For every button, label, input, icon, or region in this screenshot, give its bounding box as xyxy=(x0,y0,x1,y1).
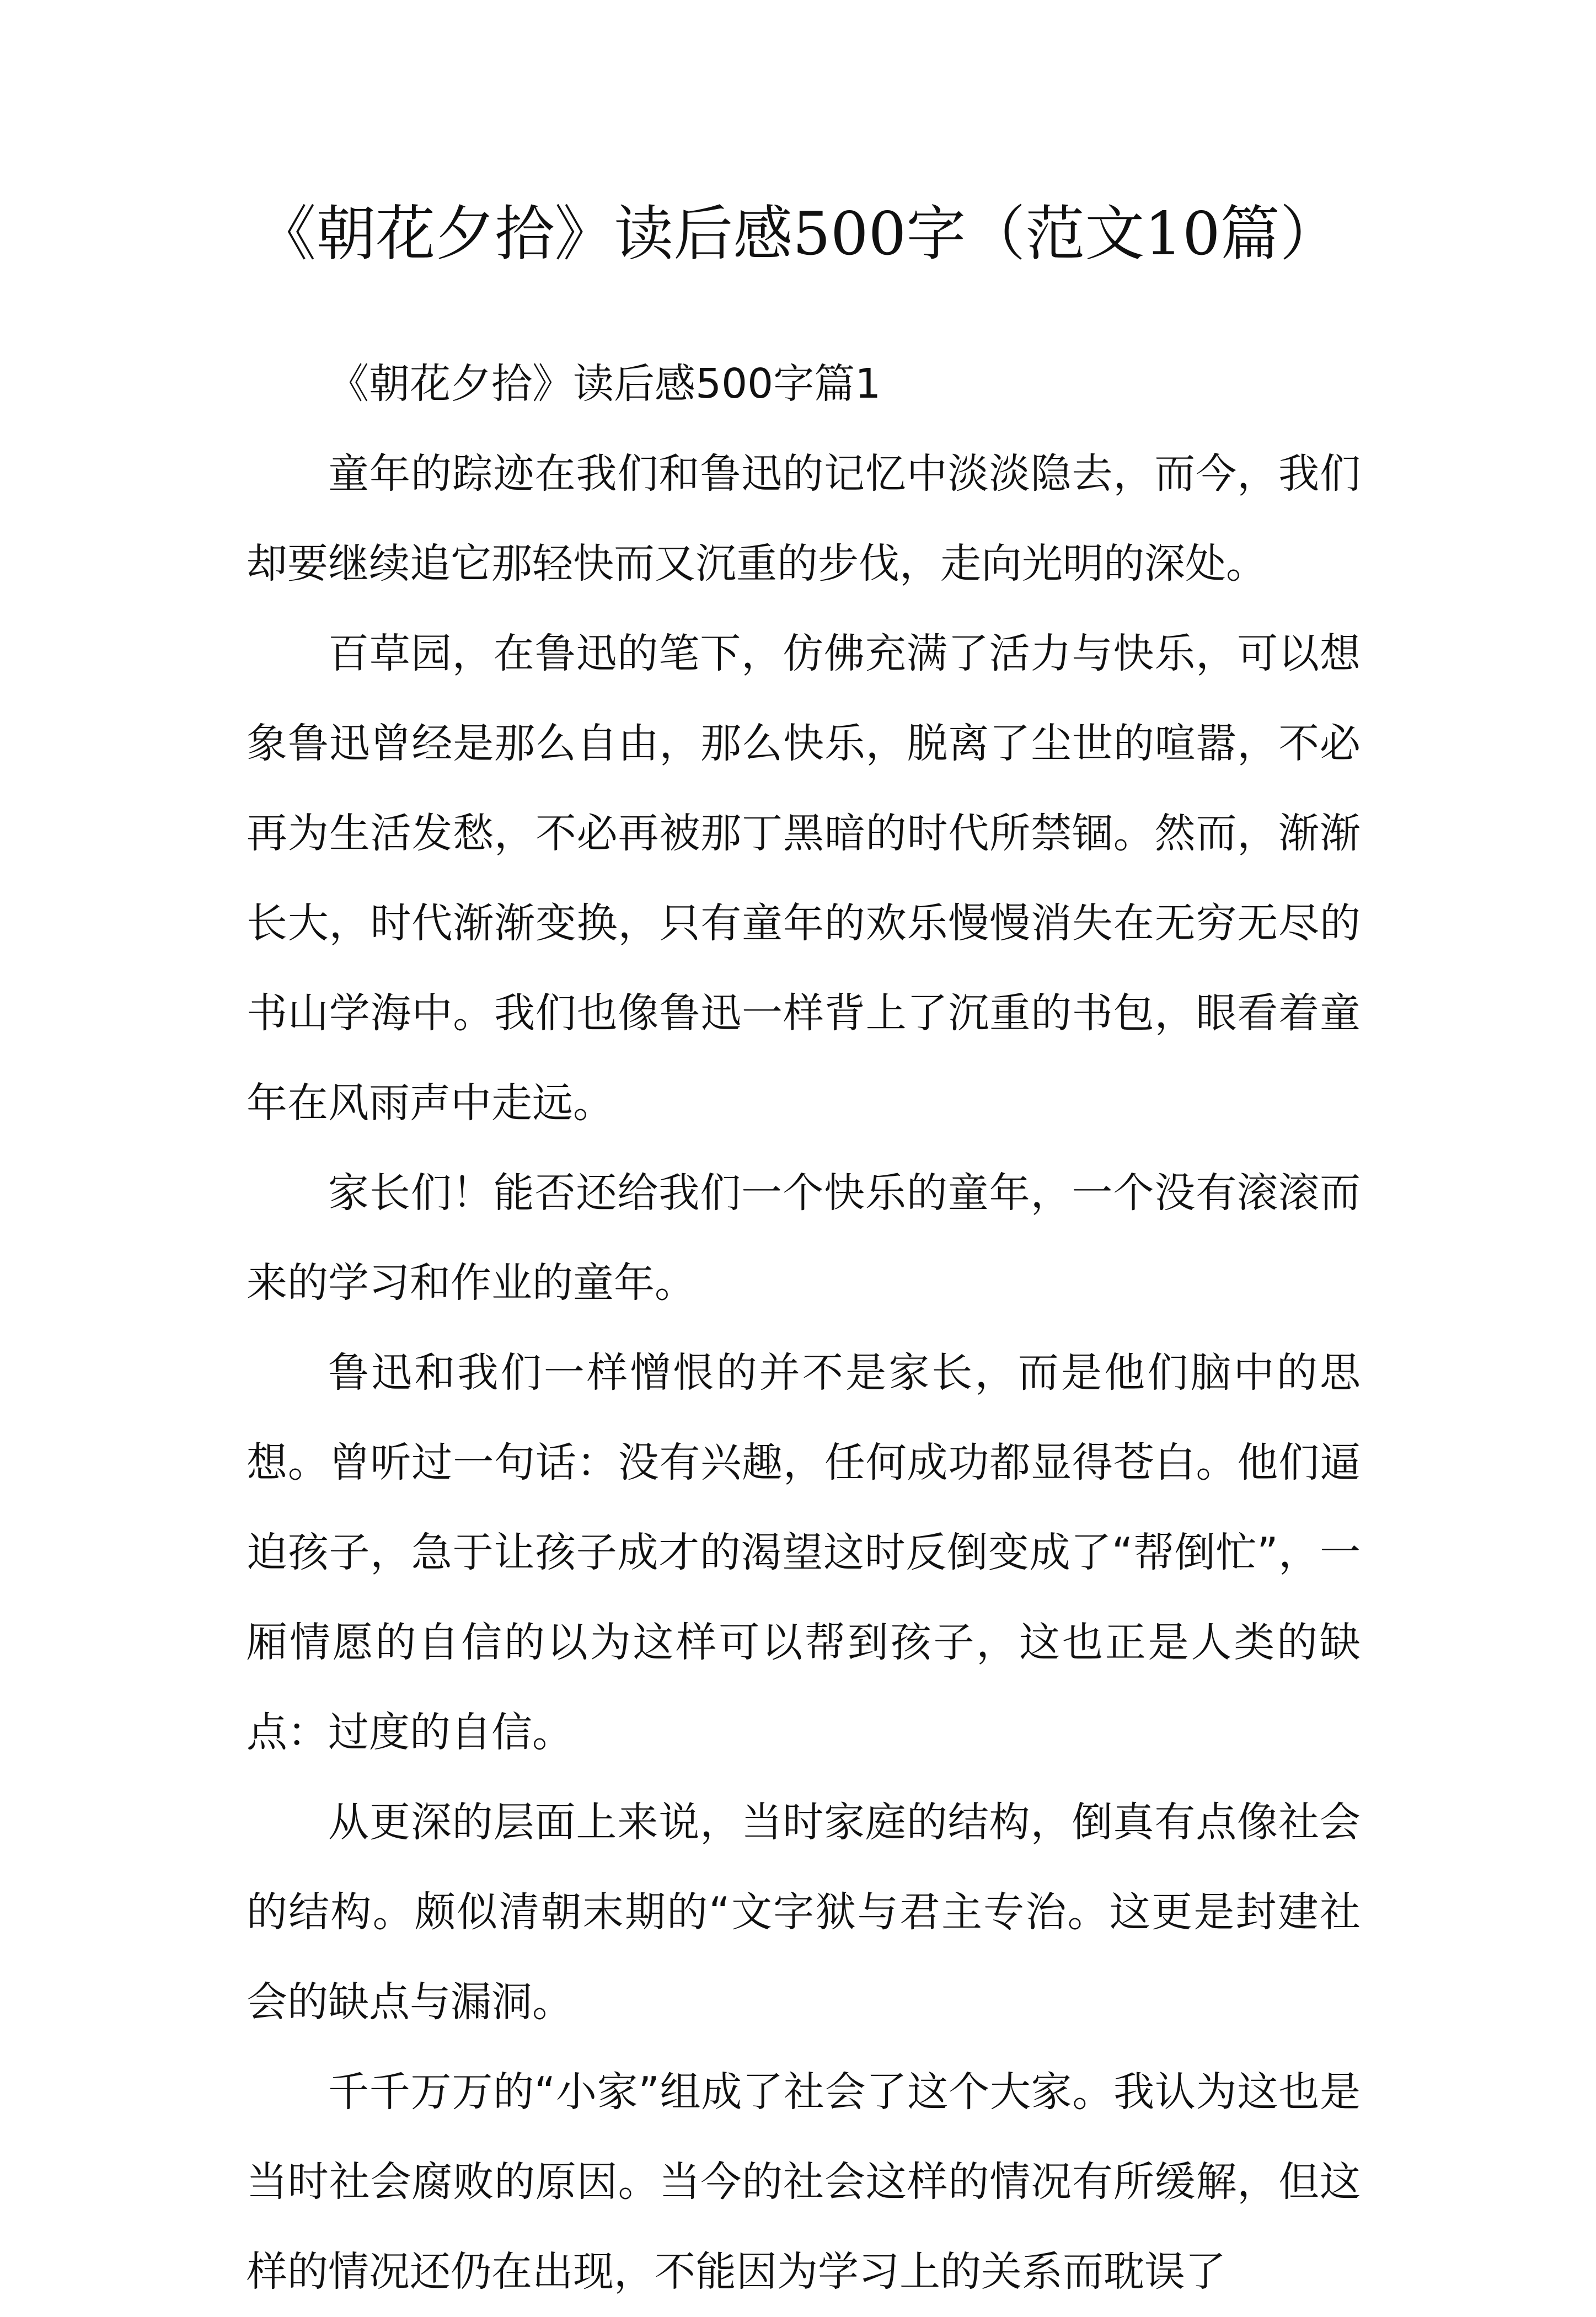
paragraph-2: 百草园，在鲁迅的笔下，仿佛充满了活力与快乐，可以想象鲁迅曾经是那么自由，那么快乐，脱离了尘世的喧嚣，不必再为生活发愁，不必再被那丁黑暗的时代所禁锢。然而，渐渐长大，时代渐渐变换，只有童年的欢乐慢慢消失在无穷无尽的书山学海中。我们也像鲁迅一样背上了沉重的书包，眼看着童年在风雨声中走远。 xyxy=(247,630,1361,1127)
paragraph-4: 鲁迅和我们一样憎恨的并不是家长，而是他们脑中的思想。曾听过一句话：没有兴趣，任何成功都显得苍白。他们逼迫孩子，急于让孩子成才的渴望这时反倒变成了“帮倒忙”，一厢情愿的自信的以为这样可以帮到孩子，这也正是人类的缺点：过度的自信。 xyxy=(247,1349,1361,1756)
section-heading: 《朝花夕拾》读后感500字篇1 xyxy=(328,360,881,408)
paragraph-1: 童年的踪迹在我们和鲁迅的记忆中淡淡隐去，而今，我们却要继续追它那轻快而又沉重的步伐，走向光明的深处。 xyxy=(247,450,1361,587)
document-title: 《朝花夕拾》读后感500字（范文10篇） xyxy=(256,200,1340,269)
document-body xyxy=(247,339,1361,2317)
paragraph-3: 家长们！能否还给我们一个快乐的童年，一个没有滚滚而来的学习和作业的童年。 xyxy=(247,1169,1361,1307)
paragraph-5: 从更深的层面上来说，当时家庭的结构，倒真有点像社会的结构。颇似清朝末期的“文字狱与君主专治。这更是封建社会的缺点与漏洞。 xyxy=(247,1799,1361,2026)
paragraph-6: 千千万万的“小家”组成了社会了这个大家。我认为这也是当时社会腐败的原因。当今的社会这样的情况有所缓解，但这样的情况还仍在出现，不能因为学习上的关系而耽误了 xyxy=(247,2068,1361,2295)
